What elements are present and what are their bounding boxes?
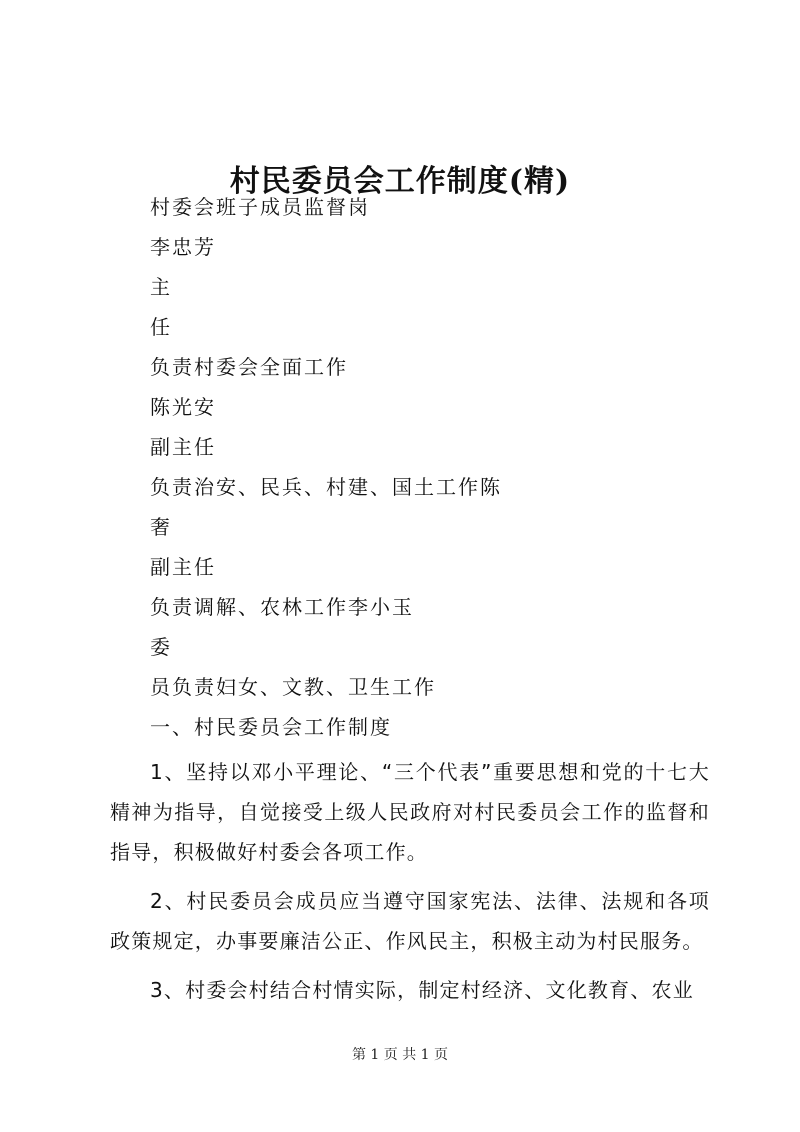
text-line: 陈光安 [150, 395, 216, 419]
text-line: 李忠芳 [150, 235, 216, 259]
body-lines [150, 193, 750, 753]
text-line: 副主任 [150, 435, 216, 459]
text-line: 委 [150, 635, 172, 659]
text-line: 副主任 [150, 555, 216, 579]
text-line: 负责调解、农林工作李小玉 [150, 595, 414, 619]
body-paragraphs [110, 752, 710, 1019]
page-title: 村民委员会工作制度(精) [229, 164, 571, 200]
text-line: 主 [150, 275, 172, 299]
paragraph: 3、村委会村结合村情实际，制定村经济、文化教育、农业 [150, 978, 694, 1002]
text-line: 员负责妇女、文教、卫生工作 [150, 675, 436, 699]
paragraph: 1、坚持以邓小平理论、“三个代表”重要思想和党的十七大精神为指导，自觉接受上级人民政府对村民委员会工作的监督和指导，积极做好村委会各项工作。 [110, 760, 710, 864]
text-line: 负责治安、民兵、村建、国土工作陈 [150, 475, 502, 499]
text-line: 村委会班子成员监督岗 [150, 195, 370, 219]
text-line: 奢 [150, 515, 172, 539]
text-line: 任 [150, 315, 172, 339]
section-heading: 一、村民委员会工作制度 [150, 715, 392, 739]
page-footer: 第 1 页 共 1 页 [351, 1047, 449, 1063]
paragraph: 2、村民委员会成员应当遵守国家宪法、法律、法规和各项政策规定，办事要廉洁公正、作风民主，积极主动为村民服务。 [110, 889, 710, 953]
text-line: 负责村委会全面工作 [150, 355, 348, 379]
